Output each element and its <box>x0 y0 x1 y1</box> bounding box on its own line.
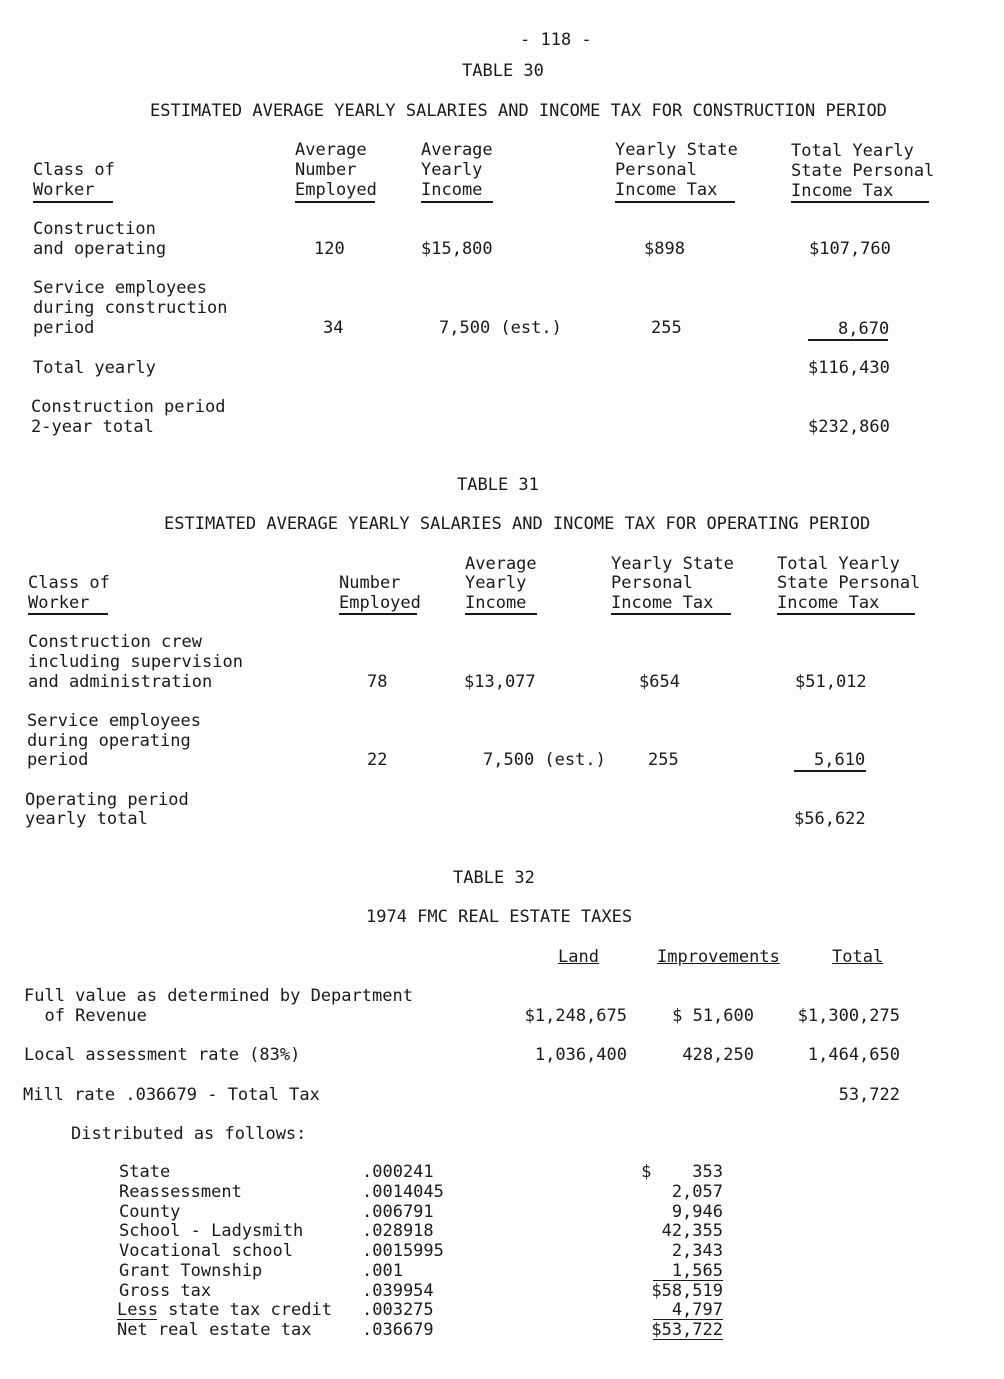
header-underline <box>791 201 929 203</box>
row-label: Full value as determined by Department <box>24 986 413 1006</box>
column-header-income: Income <box>421 180 483 200</box>
row-label: of Revenue <box>24 1006 147 1026</box>
cell-employed: 78 <box>367 672 388 692</box>
header-underline <box>339 613 417 615</box>
cell-income: $13,077 <box>464 672 536 692</box>
cell-total: $1,300,275 <box>797 1006 900 1026</box>
table-title: ESTIMATED AVERAGE YEARLY SALARIES AND INCOME TAX FOR CONSTRUCTION PERIOD <box>150 101 887 121</box>
cell-income: $15,800 <box>421 239 493 259</box>
cell-total: 53,722 <box>838 1085 900 1105</box>
column-header-total: Income Tax <box>777 593 880 613</box>
column-header-income: Yearly <box>465 573 527 593</box>
cell-total: $107,760 <box>809 239 891 259</box>
distribution-rate: .006791 <box>362 1202 434 1222</box>
cell-total: $116,430 <box>808 358 890 378</box>
distribution-rate: .036679 <box>362 1320 434 1340</box>
header-underline <box>28 613 108 615</box>
distribution-amount: 4,797 <box>671 1300 723 1320</box>
column-header-total: State Personal <box>791 161 935 181</box>
row-label: period <box>27 750 89 770</box>
row-label: 2-year total <box>31 417 154 437</box>
header-underline <box>777 613 915 615</box>
cell-tax: 255 <box>648 750 679 770</box>
column-header-class: Worker <box>33 180 95 200</box>
cell-total: 5,610 <box>814 750 866 770</box>
row-label: during construction <box>33 298 228 318</box>
column-header-employed: Number <box>295 160 357 180</box>
row-label: Construction crew <box>28 632 202 652</box>
distribution-amount: $ 353 <box>641 1162 723 1182</box>
row-label: during operating <box>27 731 191 751</box>
column-header-employed: Employed <box>295 180 377 200</box>
distribution-name: Grant Township <box>119 1261 263 1281</box>
column-header-class: Class of <box>28 573 110 593</box>
column-header-employed: Number <box>339 573 401 593</box>
cell-income: 7,500 (est.) <box>439 318 562 338</box>
column-header-income: Yearly <box>421 160 483 180</box>
row-label: period <box>33 318 95 338</box>
distribution-name: County <box>119 1202 181 1222</box>
total-rule <box>653 1339 723 1340</box>
column-header-land: Land <box>558 947 599 967</box>
table-label: TABLE 31 <box>457 475 539 495</box>
row-label: Mill rate .036679 - Total Tax <box>23 1085 320 1105</box>
column-header-employed: Employed <box>339 593 421 613</box>
distribution-rate: .003275 <box>362 1300 434 1320</box>
row-label: Service employees <box>33 278 207 298</box>
row-label: Local assessment rate (83%) <box>24 1045 301 1065</box>
cell-income: 7,500 (est.) <box>483 750 606 770</box>
distribution-name: Less state tax credit <box>117 1300 332 1320</box>
column-header-tax: Yearly State <box>615 140 738 160</box>
table-label: TABLE 32 <box>453 868 535 888</box>
column-header-tax: Yearly State <box>611 554 734 574</box>
table-title: 1974 FMC REAL ESTATE TAXES <box>366 907 633 927</box>
distribution-amount: $53,722 <box>651 1320 723 1340</box>
distribution-amount: $58,519 <box>651 1281 723 1301</box>
header-underline <box>421 201 493 203</box>
row-label: Construction <box>33 219 156 239</box>
distribution-rate: .0014045 <box>362 1182 444 1202</box>
column-header-tax: Income Tax <box>611 593 714 613</box>
total-underline <box>794 770 866 772</box>
column-header-class: Worker <box>28 593 90 613</box>
header-underline <box>295 201 375 203</box>
header-underline <box>465 613 537 615</box>
row-label: Service employees <box>27 711 201 731</box>
column-header-employed: Average <box>295 140 367 160</box>
header-underline <box>33 201 113 203</box>
cell-total: 8,670 <box>838 319 890 339</box>
row-label: yearly total <box>25 809 148 829</box>
cell-employed: 22 <box>367 750 388 770</box>
column-header-total: Income Tax <box>791 181 894 201</box>
distribution-amount: 1,565 <box>671 1261 723 1281</box>
row-label: Total yearly <box>33 358 156 378</box>
distribution-rate: .000241 <box>362 1162 434 1182</box>
distribution-name: School - Ladysmith <box>119 1221 304 1241</box>
cell-land: $1,248,675 <box>524 1006 627 1026</box>
row-label: Construction period <box>31 397 226 417</box>
cell-employed: 120 <box>314 239 345 259</box>
distribution-amount: 2,057 <box>671 1182 723 1202</box>
column-header-income: Average <box>465 554 537 574</box>
cell-employed: 34 <box>323 318 344 338</box>
distribution-name: Reassessment <box>119 1182 242 1202</box>
row-label: and operating <box>33 239 167 259</box>
distribution-name: Vocational school <box>119 1241 293 1261</box>
header-underline <box>615 201 735 203</box>
column-header-class: Class of <box>33 160 115 180</box>
distribution-name: Gross tax <box>119 1281 212 1301</box>
column-header-total: State Personal <box>777 573 921 593</box>
page-number: - 118 - <box>520 30 592 50</box>
row-label: and administration <box>28 672 213 692</box>
cell-tax: $654 <box>639 672 680 692</box>
distribution-name: Net real estate tax <box>117 1320 312 1340</box>
column-header-improvements: Improvements <box>657 947 780 967</box>
column-header-income: Income <box>465 593 527 613</box>
distribution-rate: .028918 <box>362 1221 434 1241</box>
distribution-amount: 9,946 <box>671 1202 723 1222</box>
cell-total: 1,464,650 <box>807 1045 900 1065</box>
cell-total: $56,622 <box>794 809 866 829</box>
distribution-heading: Distributed as follows: <box>71 1124 307 1144</box>
column-header-tax: Personal <box>611 573 693 593</box>
cell-tax: 255 <box>651 318 682 338</box>
column-header-total: Total Yearly <box>777 554 900 574</box>
cell-total: $232,860 <box>808 417 890 437</box>
distribution-rate: .001 <box>362 1261 403 1281</box>
table-label: TABLE 30 <box>462 61 544 81</box>
cell-improvements: $ 51,600 <box>672 1006 754 1026</box>
header-underline <box>611 613 731 615</box>
column-header-total: Total <box>832 947 884 967</box>
cell-improvements: 428,250 <box>682 1045 754 1065</box>
distribution-amount: 42,355 <box>661 1221 723 1241</box>
distribution-name: State <box>119 1162 171 1182</box>
column-header-tax: Income Tax <box>615 180 718 200</box>
cell-tax: $898 <box>644 239 685 259</box>
column-header-income: Average <box>421 140 493 160</box>
column-header-total: Total Yearly <box>791 141 914 161</box>
cell-total: $51,012 <box>795 672 867 692</box>
table-title: ESTIMATED AVERAGE YEARLY SALARIES AND INCOME TAX FOR OPERATING PERIOD <box>164 514 871 534</box>
column-header-tax: Personal <box>615 160 697 180</box>
total-underline <box>808 339 888 341</box>
distribution-amount: 2,343 <box>671 1241 723 1261</box>
row-label: including supervision <box>28 652 243 672</box>
distribution-rate: .0015995 <box>362 1241 444 1261</box>
cell-land: 1,036,400 <box>534 1045 627 1065</box>
row-label: Operating period <box>25 790 189 810</box>
distribution-rate: .039954 <box>362 1281 434 1301</box>
